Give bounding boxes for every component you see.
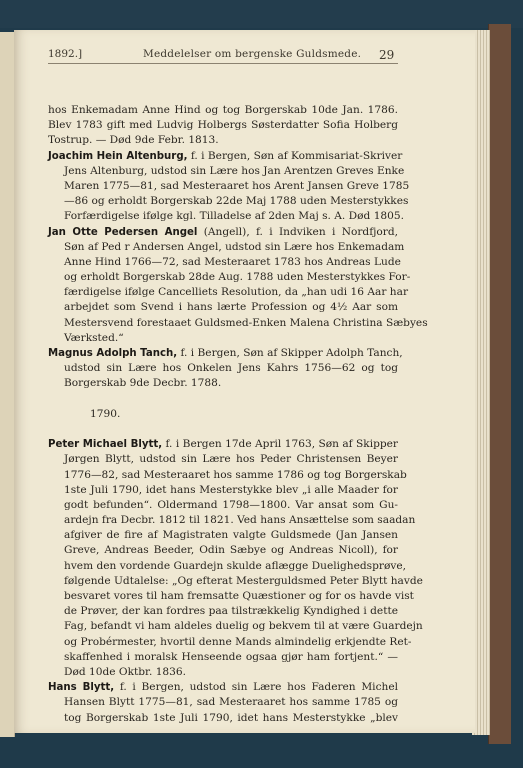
entry-text: Borgerskab 9de Decbr. 1788. xyxy=(64,377,222,390)
text-line xyxy=(48,589,414,604)
entry-text: og Probérmester, hvortil denne Mands almindelig erkjendte Ret- xyxy=(64,635,412,648)
entry-text: færdigelse ifølge Cancelliets Resolution, da „han udi 16 Aar har xyxy=(64,286,409,299)
entry-text: 1776—82, sad Mesteraaret hos samme 1786 og tog Borgerskab xyxy=(64,468,407,481)
entry-text: skaffenhed i moralsk Henseende ogsaa gjør ham fortjent.“ — xyxy=(64,650,398,663)
entry-text: Jens Altenburg, udstod sin Lære hos Jan Arentzen Greves Enke xyxy=(64,164,405,177)
text-line xyxy=(48,179,410,194)
text-line xyxy=(48,711,398,726)
entry-name: Joachim Hein Altenburg, xyxy=(48,150,188,162)
text-line xyxy=(48,513,416,528)
entry-text: ardejn fra Decbr. 1812 til 1821. Ved hans Ansættelse som saadan xyxy=(64,514,416,527)
text-line xyxy=(48,209,405,224)
entry-text: Blev 1783 gift med Ludvig Holbergs Søsterdatter Sofia Holberg xyxy=(48,119,398,132)
entry-text: Forfærdigelse ifølge kgl. Tilladelse af 2den Maj s. A. Død 1805. xyxy=(64,210,405,223)
entry-text: Maren 1775—81, sad Mesteraaret hos Arent Jansen Greve 1785 xyxy=(64,179,410,192)
entry-name: Peter Michael Blytt, xyxy=(48,439,163,451)
text-line xyxy=(48,164,405,179)
text-line xyxy=(48,149,403,164)
entry-text: Tostrup. — Død 9de Febr. 1813. xyxy=(48,134,219,147)
blank-line xyxy=(48,422,398,437)
entry-text: udstod sin Lære hos Onkelen Jens Kahrs 1756—62 og tog xyxy=(64,362,398,375)
entry-text: Hansen Blytt 1775—81, sad Mesteraaret hos samme 1785 og xyxy=(64,696,398,709)
text-line xyxy=(48,498,398,513)
text-line xyxy=(48,225,398,240)
text-line xyxy=(48,376,398,391)
entry-text: f. i Bergen, udstod sin Lære hos Faderen Michel xyxy=(114,681,398,694)
text-line xyxy=(48,255,401,270)
entry-text: 1ste Juli 1790, idet hans Mesterstykke blev „i alle Maader for xyxy=(64,483,398,496)
facing-page-edge xyxy=(0,32,15,737)
text-line xyxy=(48,316,428,331)
page-body xyxy=(48,103,428,726)
entry-text: f. i Bergen, Søn af Skipper Adolph Tanch, xyxy=(177,347,403,359)
entry-text: og erholdt Borgerskab 28de Aug. 1788 uden Mesterstykkes For- xyxy=(64,271,411,284)
text-line xyxy=(48,528,398,543)
background-top xyxy=(0,0,523,28)
text-line xyxy=(48,240,405,255)
text-line xyxy=(48,680,398,695)
entry-text: Fag, befandt vi ham aldeles duelig og bekvem til at være Guardejn xyxy=(64,620,423,633)
entry-text: Mestersvend forestaaet Guldsmed-Enken Malena Christina Sæbyes xyxy=(64,316,428,329)
entry-text: Død 10de Oktbr. 1836. xyxy=(64,665,187,678)
running-title: Meddelelser om bergenske Guldsmede. xyxy=(143,48,362,60)
text-line xyxy=(48,331,398,346)
entry-text: hvem den vordende Guardejn skulde aflægge Duelighedsprøve, xyxy=(64,559,406,572)
entry-text: tog Borgerskab 1ste Juli 1790, idet hans Mesterstykke „blev xyxy=(64,711,398,724)
text-line xyxy=(48,270,411,285)
text-line xyxy=(48,635,412,650)
text-line xyxy=(48,361,398,376)
entry-text: Anne Hind 1766—72, sad Mesteraaret 1783 hos Andreas Lude xyxy=(64,255,401,268)
text-line xyxy=(48,650,398,665)
text-line xyxy=(48,574,423,589)
entry-name: Hans Blytt, xyxy=(48,682,115,694)
year-heading: 1790. xyxy=(90,407,121,420)
header-year: 1892.] xyxy=(48,48,83,60)
text-line xyxy=(48,118,398,133)
page-number: 29 xyxy=(379,48,395,62)
entry-text: godt befunden“. Oldermand 1798—1800. Var ansat som Gu- xyxy=(64,498,398,511)
text-line xyxy=(48,468,407,483)
text-line xyxy=(48,437,398,452)
text-line xyxy=(48,483,398,498)
entry-text: (Angell), f. i Indviken i Nordfjord, xyxy=(197,225,398,238)
text-line xyxy=(48,559,406,574)
entry-text: hos Enkemadam Anne Hind og tog Borgerskab 10de Jan. 1786. xyxy=(48,104,398,116)
entry-name: Jan Otte Pedersen Angel xyxy=(48,226,198,238)
entry-text: de Prøver, der kan fordres paa tilstrækkelig Kyndighed i dette xyxy=(64,605,398,618)
text-line xyxy=(48,285,409,300)
blank-line xyxy=(48,392,398,407)
text-line xyxy=(48,695,398,710)
entry-name: Magnus Adolph Tanch, xyxy=(48,348,178,359)
entry-text: besvaret vores til ham fremsatte Quæstioner og for os havde vist xyxy=(64,590,414,602)
entry-text: følgende Udtalelse: „Og efterat Mesterguldsmed Peter Blytt havde xyxy=(64,574,423,587)
text-line xyxy=(48,543,398,558)
text-line xyxy=(48,300,398,315)
book-cover-edge xyxy=(488,24,511,744)
text-line xyxy=(48,604,398,619)
text-line xyxy=(48,194,409,209)
entry-text: f. i Bergen, Søn af Kommisariat-Skriver xyxy=(187,149,403,162)
entry-text: Søn af Ped r Andersen Angel, udstod sin Lære hos Enkemadam xyxy=(64,240,405,253)
text-line xyxy=(48,619,423,634)
entry-text: arbejdet som Svend i hans lærte Profession og 4½ Aar som xyxy=(64,301,398,314)
header-rule xyxy=(48,63,398,64)
text-line xyxy=(48,103,398,118)
text-line xyxy=(48,665,398,680)
text-line xyxy=(48,133,398,148)
entry-text: f. i Bergen 17de April 1763, Søn af Skipper xyxy=(162,438,398,451)
text-line xyxy=(48,346,403,361)
entry-text: afgiver de fire af Magistraten valgte Guldsmede (Jan Jansen xyxy=(64,529,398,542)
entry-text: Jørgen Blytt, udstod sin Lære hos Peder Christensen Beyer xyxy=(64,453,398,466)
entry-text: Greve, Andreas Beeder, Odin Sæbye og Andreas Nicoll), for xyxy=(64,544,398,557)
entry-text: —86 og erholdt Borgerskab 22de Maj 1788 uden Mesterstykkes xyxy=(64,195,409,208)
entry-text: Værksted.“ xyxy=(64,331,124,344)
text-line xyxy=(48,452,398,467)
